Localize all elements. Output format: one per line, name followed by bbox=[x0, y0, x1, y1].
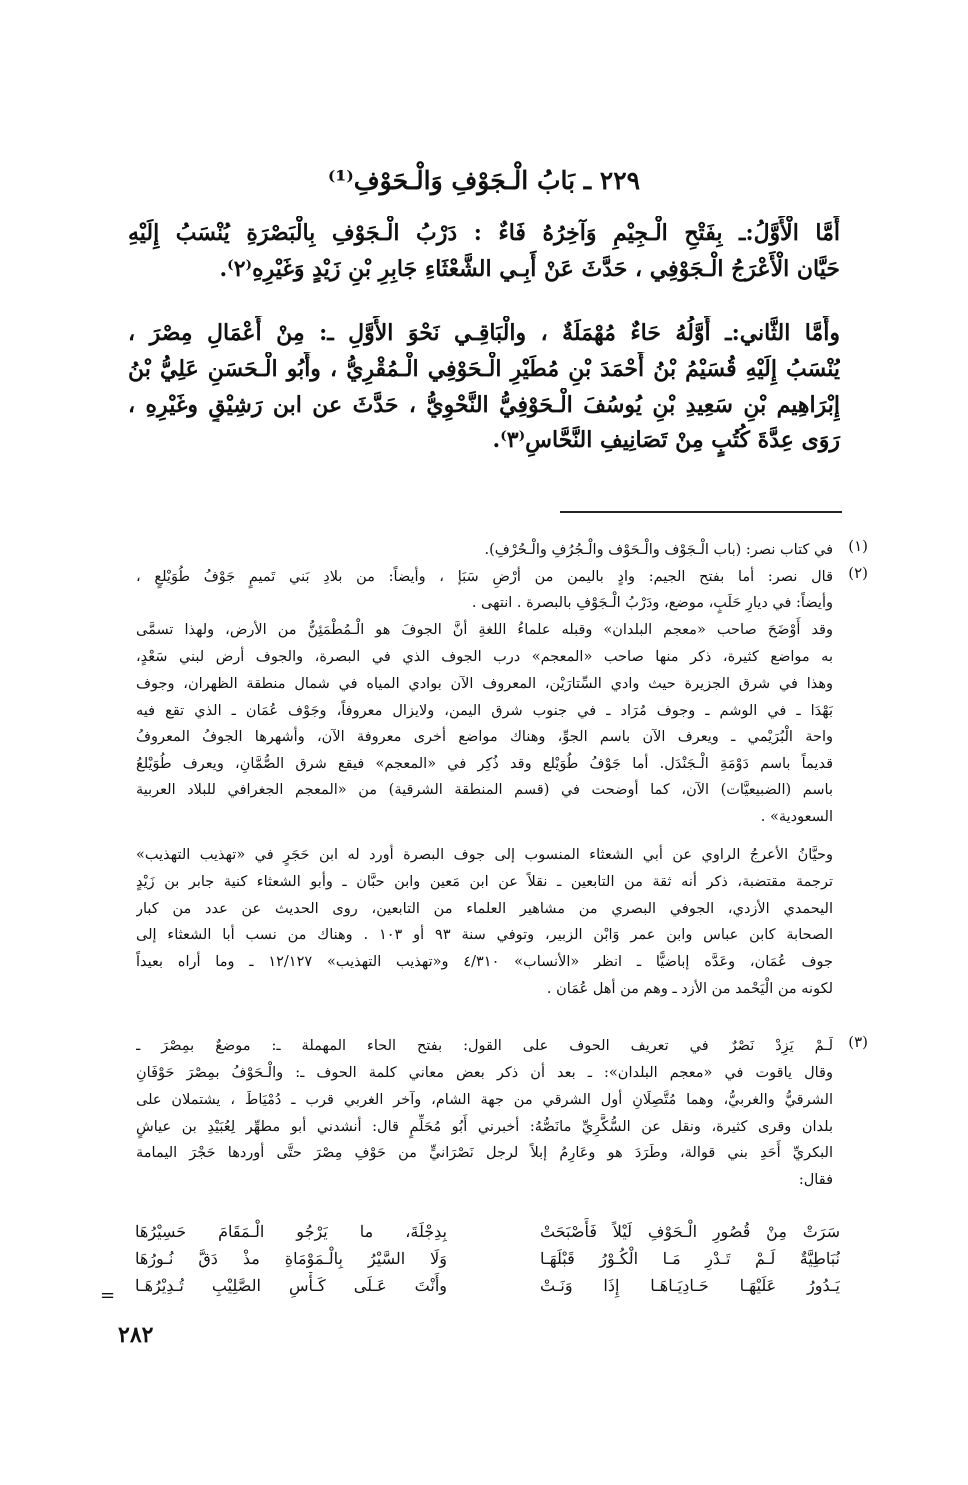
footnote-number: (٢) bbox=[848, 564, 868, 582]
poem-first-hemistich: نُبَاطِيَّةٌ لَـمْ تَـدْرِ مَـا الْكُـوْرُ قَبْلَهَـا bbox=[540, 1249, 840, 1268]
footnote-line: بَهْدَا ـ في الوشم ـ وجوف مُرَاد ـ في جنوب شرق اليمن، ولايزال معروفاً، وجَوْف عُمَان ـ الذي تقع فيه bbox=[136, 703, 833, 719]
main-text-line: رَوَى عِدَّةَ كُتُبٍ مِنْ تَصَانِيفِ النَّحَّاسِ⁽٣⁾. bbox=[492, 427, 840, 453]
main-text-line: يُنْسَبُ إِلَيْهِ قُسَيْمُ بْنُ أَحْمَدَ بْنِ مُطَيْرِ الْـحَوْفِي الْـمُقْرِيُّ ، وأَبُو الْـحَسَنِ عَلِيُّ بْنُ bbox=[128, 356, 840, 382]
footnote-line: وهذا في شرق الجزيرة حيث وادي السِّتارَيْن، المعروف الآن بوادي المياه في شمال منطقة الظهران، وجوف bbox=[136, 676, 833, 692]
footnote-line: السعودية» . bbox=[760, 809, 833, 825]
footnote-line: الشرقيُّ والغربيُّ، وهما مُتَّصِلَانِ أول الشرقي من جهة الشام، وآخر الغربي قرب ـ دُمْيَاطَ ، يشتملان على bbox=[136, 1092, 833, 1108]
footnote-line: جوف عُمَان، وعَدَّه إباضيًّا ـ انظر «الأنساب» ٤/٣١٠ و«تهذيب التهذيب» ١٢/١٢٧ ـ وما أراه بعيداً bbox=[136, 954, 833, 970]
poem-first-hemistich: يَـدُورُ عَلَيْهَـا حَـادِيَـاهَـا إِذَا وَنَـتْ bbox=[540, 1276, 840, 1295]
footnote-line: بلدان وقرى كثيرة، ونقل عن السُّكَّرِيِّ مانَصُّهُ: أخبرني أَبُو مُحَلِّمٍ قال: أنشدني أبو مطهِّر لِعُبَيْدِ بن عياشٍ bbox=[136, 1119, 833, 1135]
footnote-line: فقال: bbox=[798, 1172, 833, 1188]
footnote-line: به مواضع كثيرة، ذكر منها صاحب «المعجم» درب الجوف الذي في البصرة، والجوف أرض لبني سَعْدٍ، bbox=[136, 649, 833, 665]
footnote-number: (٣) bbox=[848, 1033, 868, 1051]
main-text-line: حَيَّان الْأَعْرَجُ الْـجَوْفِي ، حَدَّثَ عَنْ أَبِـي الشَّعْثَاءِ جَابِرِ بْنِ زَيْدٍ وَغَيْرِهِ⁽٢⁾. bbox=[219, 256, 840, 282]
footnote-line: وقد أَوْضَحَ صاحب «معجم البلدان» وقبله علماءُ اللغةِ أنَّ الجوفَ هو الْـمُطْمَئِنُّ من الأرض، ولهذا تسمَّى bbox=[136, 622, 833, 638]
footnote-line: باسم (الضبيعيَّات) الآن، كما أوضحت في (قسم المنطقة الشرقية) من «المعجم الجغرافي للبلاد العربية bbox=[136, 782, 833, 798]
footnote-line: لكونه من الْيَحْمد من الأزد ـ وهم من أهل عُمَان . bbox=[546, 981, 833, 997]
footnote-line: البكريِّ أَحَدِ بني قوالة، وطَرَدَ هو وعَارِمُ إبلاً لرجل نَصْرَانيٍّ من حَوْفِ مِصْرَ حتَّى أوردها حَجْرَ اليمامة bbox=[136, 1145, 833, 1161]
footnote-line: في كتاب نصر: (باب الْـجَوْف والْـحَوْف والْـجُرُفِ والْـحُرْفِ). bbox=[484, 542, 833, 558]
footnote-line: قال نصر: أما بفتح الجيم: وادٍ باليمن من أرْضِ سَبَإ ، وأيضاً: من بلادِ بَني تَميمٍ جَوْفُ طُوَيْلعٍ ، bbox=[136, 569, 833, 585]
page-number: ٢٨٢ bbox=[118, 1322, 154, 1348]
footnote-line: واحة الْبُرَيْمي ـ ويعرف الآن باسم الجوِّ، وهناك مواضع أخرى معروفة الآن، وأشهرها الجوفُ المعروفُ bbox=[136, 729, 833, 745]
footnote-line: وحيَّانُ الأعرجُ الراوي عن أبي الشعثاء المنسوب إلى جوف البصرة أورد له ابن حَجَرٍ في «تهذيب التهذيب» bbox=[136, 847, 833, 863]
poem-second-hemistich: بِدِجْلَةَ، ما يَرْجُو الْـمَقَامَ حَسِيْرُهَا bbox=[135, 1222, 447, 1241]
footnote-line: وقال ياقوت في «معجم البلدان»: ـ بعد أن ذكر بعض معاني كلمة الحوف ـ: والْـحَوْفُ بمِصْرَ حَوْفَانِ bbox=[136, 1065, 833, 1081]
footnote-line: الصحابة كابن عباس وابن عمر وَابْن الزبير، وتوفي سنة ٩٣ أو ١٠٣ . وهناك من نسب أبا الشعثاء إلى bbox=[136, 927, 833, 943]
footnote-separator bbox=[560, 511, 842, 513]
main-text-line: وأَمَّا الثَّاني:ـ أَوَّلُهُ حَاءٌ مُهْمَلَةٌ ، والْبَاقِـي نَحْوَ الأَوَّلِ ـ: مِنْ أَعْمَالِ مِصْرَ ، bbox=[128, 320, 840, 346]
main-text-line: أَمَّا الْأَوَّلُ:ـ بِفَتْحِ الْـجِيْمِ وَآخِرُهُ فَاءٌ : دَرْبُ الْـجَوْفِ بِالْبَصْرَةِ يُنْسَبُ إِلَيْهِ bbox=[128, 220, 840, 246]
chapter-title: ٢٢٩ ـ بَابُ الْـجَوْفِ وَالْـحَوْفِ⁽¹⁾ bbox=[327, 166, 641, 195]
footnote-line: اليحمدي الأزدي، الجوفي البصري من مشاهير العلماء من التابعين، روى الحديث عن عدد من كبار bbox=[136, 901, 833, 917]
poem-second-hemistich: وأَنْتَ عَـلَى كَـأْسِ الصَّلِيْبِ تُـدِيْرُهَـا bbox=[135, 1276, 447, 1295]
footnote-line: ترجمة مقتضبة، ذكر أنه ثقة من التابعين ـ نقلاً عن ابن مَعين وابن حبَّان ـ وأبو الشعثاء كنية جابر بن زَيْدٍ bbox=[136, 874, 833, 890]
poem-first-hemistich: سَرَتْ مِنْ قُصُورِ الْـحَوْفِ لَيْلاً فَأَصْبَحَتْ bbox=[540, 1222, 840, 1241]
footnote-line: لَـمْ يَزِدْ نَصْرٌ في تعريف الحوف على القول: بفتح الحاء المهملة ـ: موضعٌ بمِصْرَ ـ bbox=[136, 1038, 833, 1054]
footnote-line: وأيضاً: في ديارِ حَلَبٍ، موضع، ودَرْبُ الْـجَوْفِ بالبصرة . انتهى . bbox=[471, 595, 833, 611]
poem-second-hemistich: وَلَا السَّيْرُ بِالْـمَوْمَاةِ مذْ دَقَّ نُـورُهَا bbox=[135, 1249, 447, 1268]
main-text-line: إِبْرَاهِيم بْنِ سَعِيدِ بْنِ يُوسُفَ الْـحَوْفِيُّ النَّحْوِيُّ ، حَدَّثَ عن ابن رَشِيْقٍ وغَيْرِهِ ، bbox=[128, 392, 840, 418]
footnote-number: (١) bbox=[848, 537, 868, 555]
footnote-line: قديماً باسم دَوْمَةِ الْـجَنْدَل. أما جَوْفُ طُوَيْلع وقد ذُكِر في «المعجم» فيقع شرق الصُّمَّانِ، ويعرف طُوَيْلعُ bbox=[136, 756, 833, 772]
continuation-mark: = bbox=[100, 1285, 116, 1306]
